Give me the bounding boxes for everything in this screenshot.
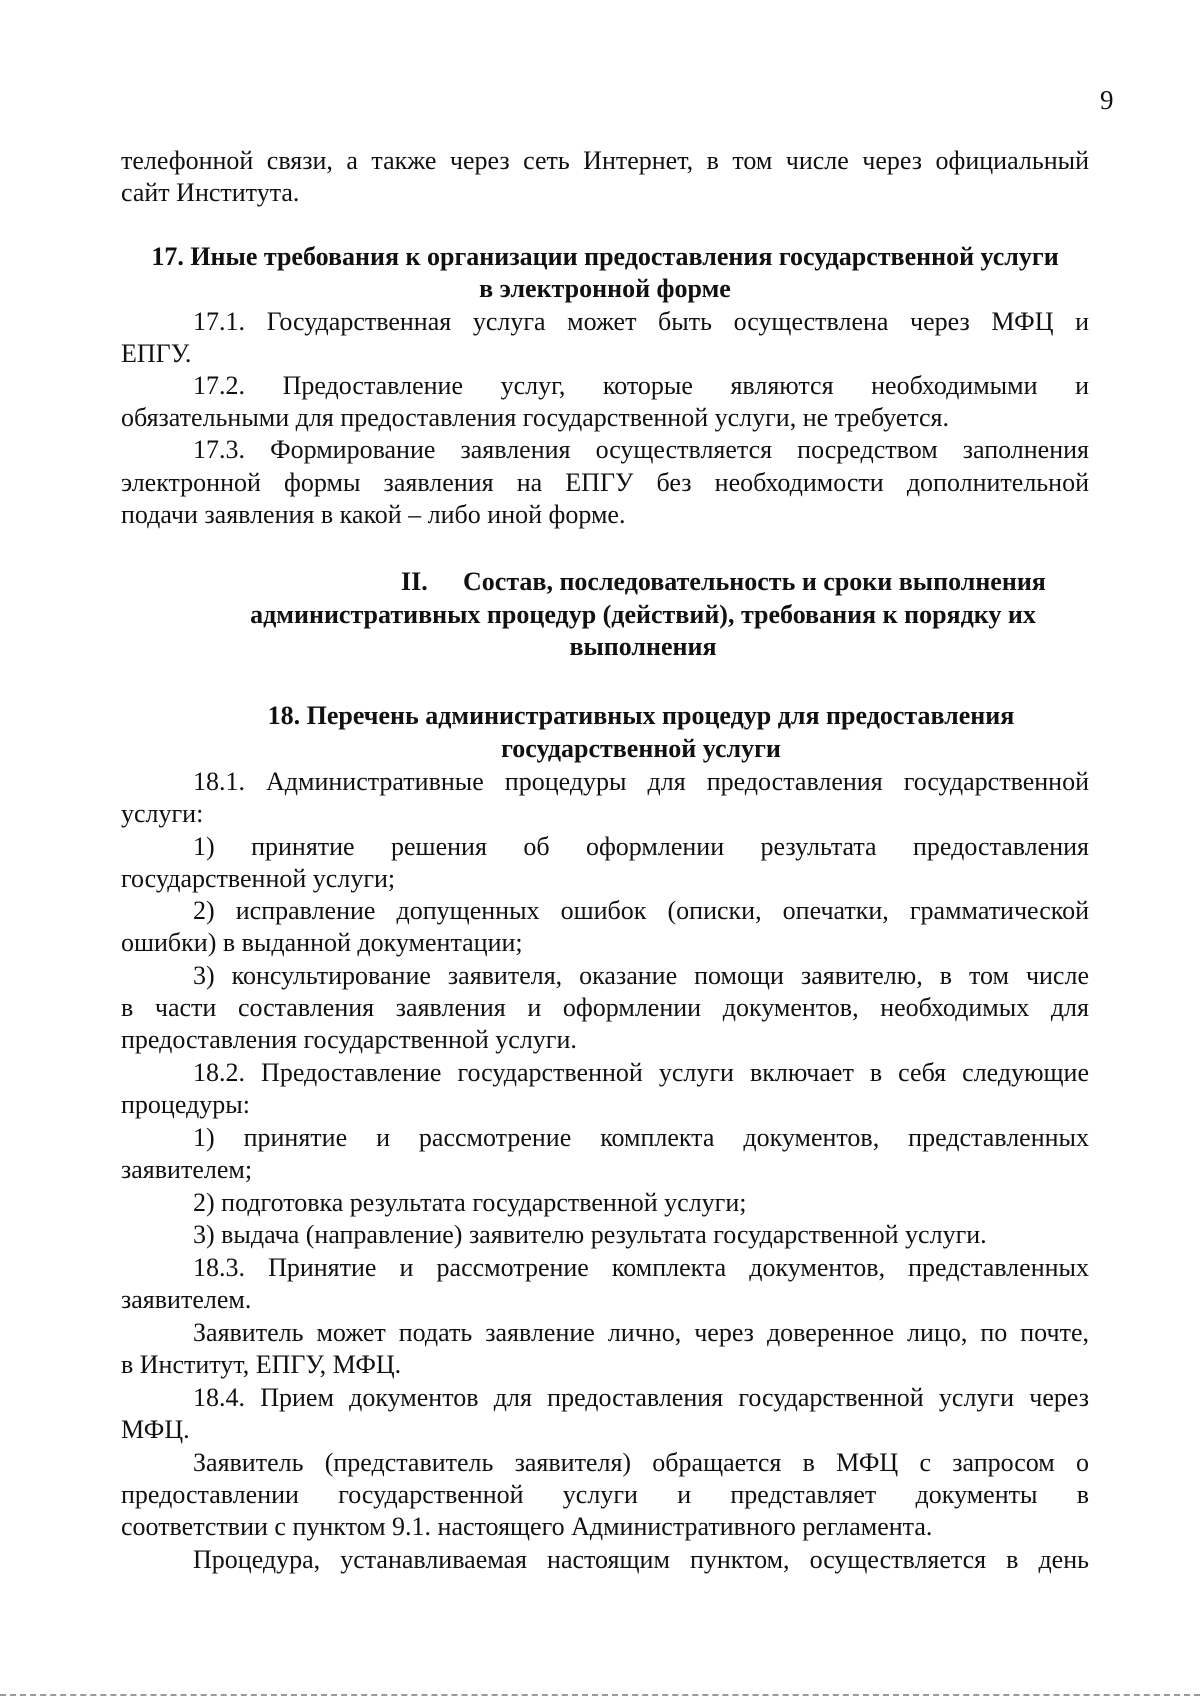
text-line: государственной услуги; [121,864,396,893]
text-line: предоставления государственной услуги. [121,1025,577,1054]
text-line: услуги: [121,799,204,828]
text-line: электронной формы заявления на ЕПГУ без необходимости дополнительной [121,468,1089,497]
text-line: заявителем. [121,1285,252,1314]
heading-line: выполнения [569,632,717,661]
text-line: процедуры: [121,1090,250,1119]
text-line: МФЦ. [121,1415,190,1444]
scan-edge-divider [0,1694,1200,1696]
text-line: Заявитель (представитель заявителя) обращается в МФЦ с запросом о [193,1448,1089,1477]
text-line: 3) выдача (направление) заявителю результата государственной услуги. [193,1220,987,1249]
heading-line: 18. Перечень административных процедур для предоставления [267,701,1015,730]
section-title-part: Состав, последовательность и сроки выполнения [463,567,1046,596]
text-line: Процедура, устанавливаемая настоящим пунктом, осуществляется в день [193,1545,1089,1574]
section-number: II. [401,567,428,596]
heading-line: 17. Иные требования к организации предоставления государственной услуги [151,242,1059,271]
text-line: 17.2. Предоставление услуг, которые являются необходимыми и [193,371,1089,400]
heading-line: административных процедур (действий), требования к порядку их [250,600,1036,629]
heading-line: в электронной форме [479,274,731,303]
heading-line: государственной услуги [501,734,781,763]
text-line: ЕПГУ. [121,339,192,368]
text-line: 17.3. Формирование заявления осуществляется посредством заполнения [193,435,1089,464]
text-line: в части составления заявления и оформлении документов, необходимых для [121,993,1089,1022]
text-line: сайт Института. [121,178,300,207]
text-line: заявителем; [121,1155,253,1184]
page-number: 9 [1100,85,1114,115]
text-line: 18.1. Административные процедуры для предоставления государственной [193,767,1089,796]
text-line: 18.2. Предоставление государственной услуги включает в себя следующие [193,1058,1089,1087]
text-line: обязательными для предоставления государственной услуги, не требуется. [121,403,949,432]
text-line: 18.4. Прием документов для предоставления государственной услуги через [193,1383,1089,1412]
text-line: 2) исправление допущенных ошибок (описки, опечатки, грамматической [193,896,1089,925]
heading-line [121,565,1089,598]
text-line: соответствии с пунктом 9.1. настоящего Административного регламента. [121,1512,933,1541]
text-line: подачи заявления в какой – либо иной форме. [121,500,626,529]
text-line: в Институт, ЕПГУ, МФЦ. [121,1350,402,1379]
text-line: 18.3. Принятие и рассмотрение комплекта документов, представленных [193,1253,1089,1282]
text-line: ошибки) в выданной документации; [121,928,523,957]
text-line: Заявитель может подать заявление лично, через доверенное лицо, по почте, [193,1318,1089,1347]
text-line: телефонной связи, а также через сеть Интернет, в том числе через официальный [121,146,1089,175]
text-line: 2) подготовка результата государственной услуги; [193,1188,747,1217]
text-line: 1) принятие решения об оформлении результата предоставления [193,832,1089,861]
text-line: 17.1. Государственная услуга может быть осуществлена через МФЦ и [193,307,1089,336]
text-line: 3) консультирование заявителя, оказание помощи заявителю, в том числе [193,961,1089,990]
text-line: предоставлении государственной услуги и представляет документы в [121,1480,1089,1509]
text-line: 1) принятие и рассмотрение комплекта документов, представленных [193,1123,1089,1152]
